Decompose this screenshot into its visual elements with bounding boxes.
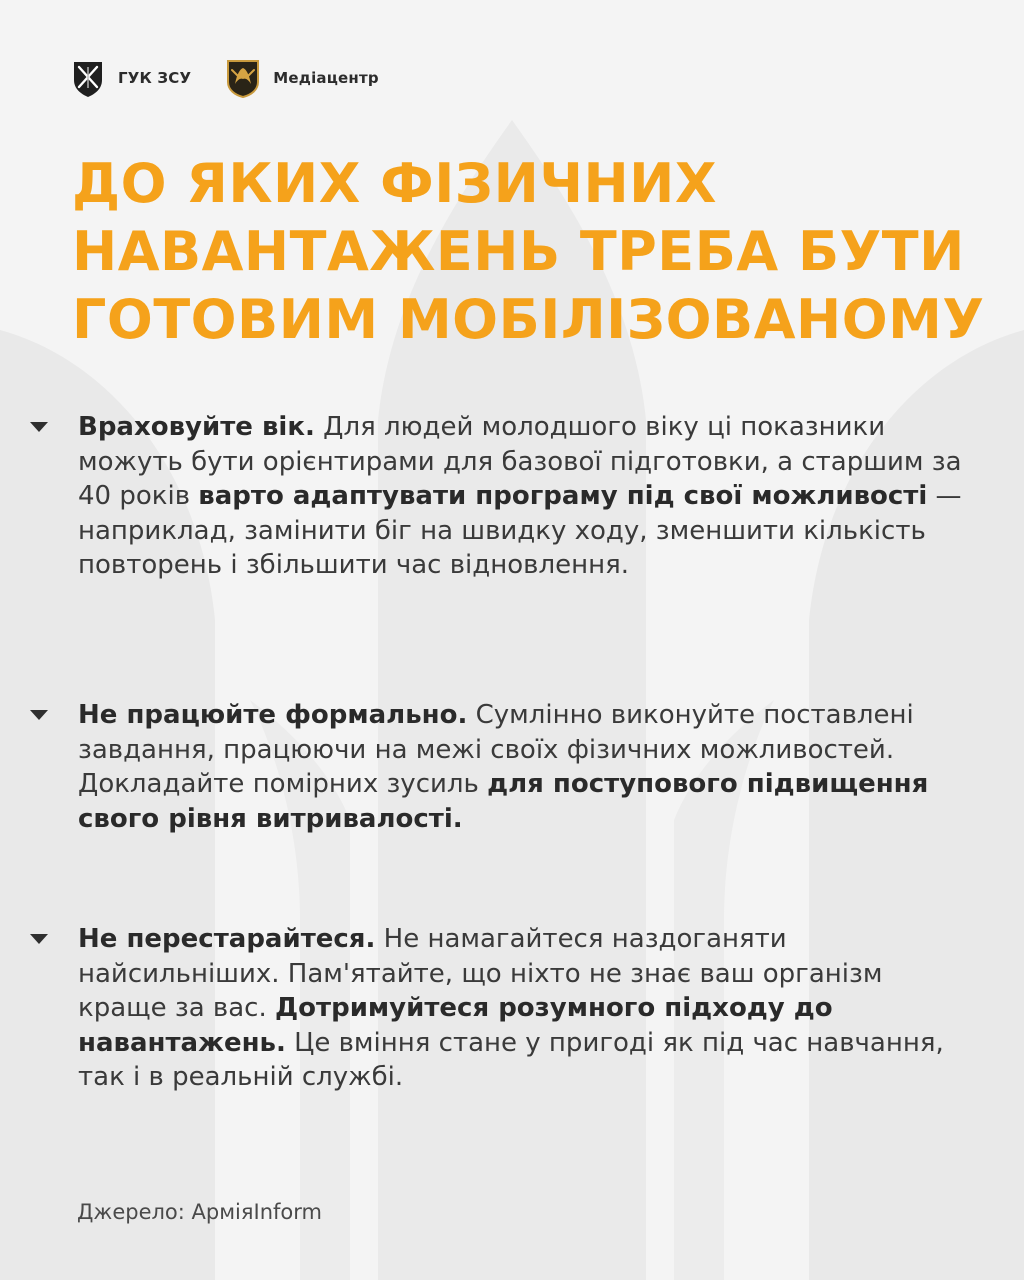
- tip-emphasis: для поступового підвищення свого рівня витривалості.: [78, 769, 929, 834]
- tip-body-end: Це вміння стане у пригоді як під час навчання, так і в реальній службі.: [78, 1027, 944, 1092]
- tip-emphasis: варто адаптувати програму під свої можливості: [198, 481, 928, 511]
- page-title: [72, 150, 985, 354]
- tip-text: [78, 410, 970, 583]
- tip-lead: Не перестарайтеся.: [78, 924, 376, 954]
- logo-label-guk: ГУК ЗСУ: [118, 69, 192, 87]
- title-line-1: ДО ЯКИХ ФІЗИЧНИХ: [72, 152, 718, 215]
- title-line-3: ГОТОВИМ МОБІЛІЗОВАНОМУ: [72, 288, 985, 351]
- tip-body: Для людей молодшого віку ці показники можуть бути орієнтирами для базової підготовки, а старшим за 40 років: [78, 412, 962, 511]
- tip-emphasis: Дотримуйтеся розумного підходу до навантажень.: [78, 993, 833, 1058]
- tip-text: [78, 698, 970, 836]
- logo-guk-zsu: [70, 58, 191, 98]
- list-item: [30, 698, 970, 836]
- title-line-2: НАВАНТАЖЕНЬ ТРЕБА БУТИ: [72, 220, 965, 283]
- tip-body: Не намагайтеся наздоганяти найсильніших. Пам'ятайте, що ніхто не знає ваш організм краще за вас.: [78, 924, 883, 1023]
- header-logos: [70, 58, 413, 98]
- triangle-bullet-icon: [30, 422, 48, 432]
- logo-label-mediacenter: Медіацентр: [273, 69, 379, 87]
- triangle-bullet-icon: [30, 710, 48, 720]
- triangle-bullet-icon: [30, 934, 48, 944]
- logo-mediacenter: [225, 58, 379, 98]
- swords-shield-icon: [70, 58, 106, 98]
- tip-body: Сумлінно виконуйте поставлені завдання, працюючи на межі своїх фізичних можливостей. Докладайте помірних зусиль: [78, 700, 914, 799]
- list-item: [30, 922, 970, 1095]
- griffin-emblem-icon: [225, 58, 261, 98]
- tip-text: [78, 922, 970, 1095]
- tip-lead: Враховуйте вік.: [78, 412, 315, 442]
- tip-body-end: — наприклад, замінити біг на швидку ходу, зменшити кількість повторень і збільшити час відновлення.: [78, 481, 962, 580]
- tip-lead: Не працюйте формально.: [78, 700, 468, 730]
- list-item: [30, 410, 970, 583]
- source-credit: Джерело: АрміяInform: [77, 1200, 322, 1224]
